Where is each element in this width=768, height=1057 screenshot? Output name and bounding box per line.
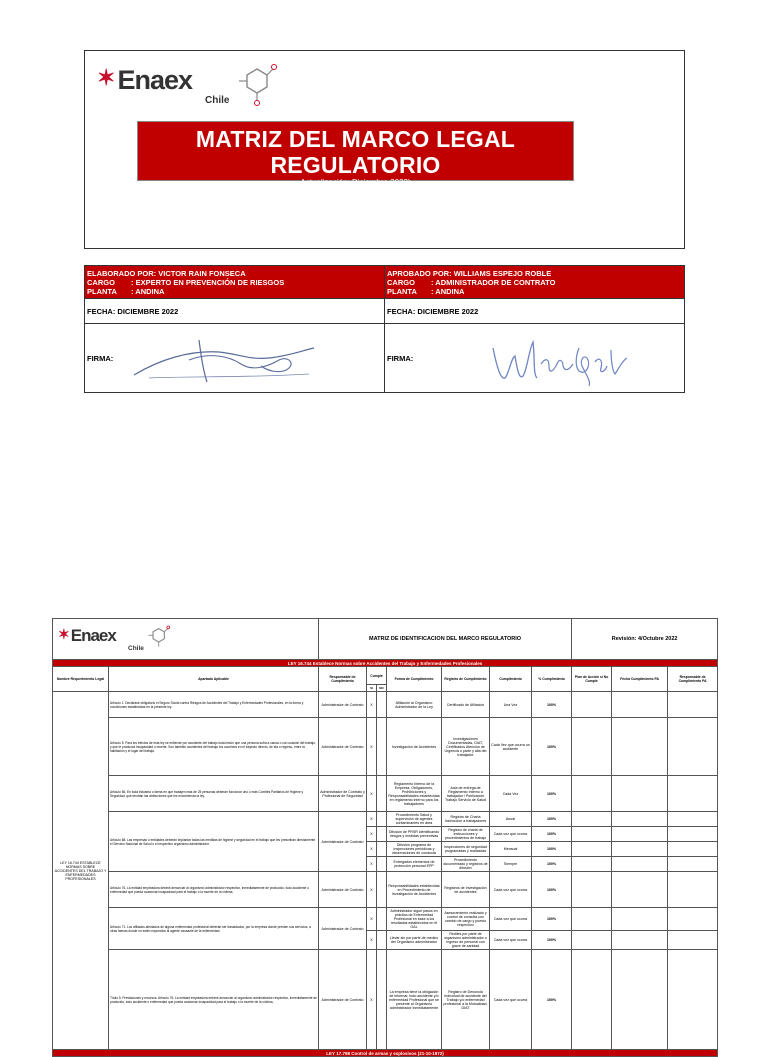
row-registro: Registro de charla de instrucciones y procedimientos de trabajo [442, 827, 490, 842]
row-cumplimiento: Una Vez [490, 692, 532, 718]
col-cumple-si: SI [367, 685, 377, 692]
row-cumplimiento: Mensual [490, 842, 532, 857]
row-cumplimiento: Cada vez que ocurra [490, 827, 532, 842]
row-cumplimiento: Cada Vez que ocurra un accidente [490, 718, 532, 776]
row-pct: 100% [532, 950, 572, 1050]
table-row: Artículo 68. Las empresas o entidades deberán implantar todas las medidas de higiene y seguridad en el trabajo que les prescriban directamente el Servicio Nacional de Salud o el respectivo organismo administrador. [109, 812, 319, 872]
prepared-firma-label: FIRMA: [87, 353, 114, 363]
page-title: MATRIZ DEL MARCO LEGAL REGULATORIO [195, 126, 516, 178]
matrix-revision: Revisión: 4/Octubre 2022 [572, 619, 718, 660]
approved-firma-label: FIRMA: [387, 353, 414, 363]
col-pct: % Cumplimiento [532, 667, 572, 692]
row-si: X [367, 931, 377, 950]
row-si: X [367, 872, 377, 908]
col-apartado: Apartado Aplicable [109, 667, 319, 692]
row-forma: La empresa tiene la obligación de informar, todo accidente y/o enfermedad Profesional que se presente al Organismo administrador inmediatamente [387, 950, 442, 1050]
row-registro: Rediles por parte de organismo administrador o Ingreso de personal con grave de sanidad [442, 931, 490, 950]
row-registro: Registros de Investigación de accidentes [442, 872, 490, 908]
approved-cargo: : ADMINISTRADOR DE CONTRATO [431, 278, 556, 287]
row-resp: Administrador de Contrato [319, 872, 367, 908]
law-name-cell: LEY 16.744 ESTABLECE NORMAS SOBRE ACCIDENTES DEL TRABAJO Y ENFERMEDADES PROFESIONALES [53, 692, 109, 1050]
law-16744-bar: LEY 16.744 Establece Normas sobre Accidentes del Trabajo y Enfermedades Profesionales [53, 660, 718, 667]
row-pct: 100% [532, 812, 572, 827]
row-registro: Inspecciones de seguridad programadas y realizadas [442, 842, 490, 857]
row-si: X [367, 718, 377, 776]
approved-cargo-label: CARGO [387, 278, 415, 287]
revision-line: Revisión: 3 [335, 188, 376, 197]
row-si: X [367, 827, 377, 842]
approved-by-name: WILLIAMS ESPEJO ROBLE [453, 269, 552, 278]
row-si: X [367, 842, 377, 857]
title-banner [137, 121, 574, 207]
prepared-signature-image [129, 330, 319, 390]
row-si: X [367, 908, 377, 931]
row-si: X [367, 857, 377, 872]
matrix-molecule-icon [144, 624, 170, 650]
prepared-planta: : ANDINA [131, 287, 165, 296]
row-pct: 100% [532, 827, 572, 842]
approved-planta: : ANDINA [431, 287, 465, 296]
row-pct: 100% [532, 718, 572, 776]
matrix-logo-cell [53, 619, 319, 660]
approved-by-label: APROBADO POR: [387, 269, 452, 278]
row-forma: Llevar sin por parte de medico del Organismo administrador [387, 931, 442, 950]
row-registro: Certificado de Afiliación [442, 692, 490, 718]
approval-table [84, 265, 685, 393]
col-responsable-pa: Responsable de Cumplimiento PA [668, 667, 718, 692]
approved-cell [385, 266, 685, 299]
row-si: X [367, 692, 377, 718]
row-forma: Afiliación al Organismo Administrador de la Ley [387, 692, 442, 718]
next-update-line: Proxima Actualizacion Diciembre 2023 [287, 198, 424, 207]
col-responsable: Responsable de Cumplimiento [319, 667, 367, 692]
row-registro: Registro de Charla Instruccion a trabajadores [442, 812, 490, 827]
molecule-icon [231, 61, 277, 107]
row-si: X [367, 950, 377, 1050]
prepared-signature-cell [85, 324, 385, 393]
row-cumplimiento: Cada vez que ocurra [490, 931, 532, 950]
table-row: Artículo 76. La entidad empleadora deberá denunciar al organismo administrador respectivo, inmediatamente de producido, todo accidente o enfermedad que pueda ocasionar incapacidad para el trabajo o la muerte de la víctima. [109, 872, 319, 908]
col-plan-accion: Plan de Acción si No Cumple [572, 667, 612, 692]
table-row: Artículo 5. Para los efectos de esta ley se entiende por accidente del trabajo toda lesión que una persona sufra a causa o con ocasión del trabajo, y que le produzca incapacidad o muerte. Son también accidentes del trabajo los ocurridos en el trayecto directo, de ida o regreso, entre la habitación y el lugar del trabajo. [109, 718, 319, 776]
col-nombre: Nombre Requerimiento Legal [53, 667, 109, 692]
approved-signature-image [483, 328, 633, 390]
update-line: Actualización: Diciembre 2022) [300, 178, 411, 187]
matrix-logo-brand: Enaex [70, 626, 116, 645]
row-resp: Administrador de Contrato [319, 812, 367, 872]
row-forma: Administrador sigue pasos en práctica de Enfermedad Profesional en base a los resultados establecidos en el OAL [387, 908, 442, 931]
row-si: X [367, 812, 377, 827]
prepared-cell [85, 266, 385, 299]
enaex-logo [97, 65, 230, 106]
row-cumplimiento: Cada vez que ocurra [490, 950, 532, 1050]
prepared-date: FECHA: DICIEMBRE 2022 [85, 299, 385, 324]
row-pct: 100% [532, 872, 572, 908]
approved-planta-label: PLANTA [387, 287, 417, 296]
logo-brand: Enaex [117, 65, 192, 95]
row-forma: Difusión de PRSR identificando riesgos y medidas preventivas [387, 827, 442, 842]
row-forma: Investigación de Accidentes [387, 718, 442, 776]
row-cumplimiento: Siempre [490, 857, 532, 872]
regulatory-matrix-table [52, 618, 718, 1057]
matrix-enaex-star-icon: ✶ [58, 626, 70, 642]
table-row: Artículo 66. En toda industria o faena en que trabajen más de 25 personas deberán funcionar uno o más Comités Paritarios de Higiene y Seguridad, que tendrán las atribuciones que les encomienda la ley. [109, 776, 319, 812]
law-17798-bar: LEY 17.798 Control de armas y explosivos (21-10-1972) [53, 1050, 718, 1057]
table-row: Artículo 1. Declárase obligatorio el Seguro Social contra Riesgos de Accidentes del Trabajo y Enfermedades Profesionales, en la forma y condiciones establecidas en la presente ley. [109, 692, 319, 718]
row-pct: 100% [532, 857, 572, 872]
approved-signature-cell [385, 324, 685, 393]
col-cumple-no: NO [377, 685, 387, 692]
row-resp: Administrador de Contrato [319, 692, 367, 718]
row-cumplimiento: Cada Vez [490, 776, 532, 812]
prepared-by-name: VICTOR RAIN FONSECA [158, 269, 246, 278]
approved-date: FECHA: DICIEMBRE 2022 [385, 299, 685, 324]
table-row: Título 5. Prestaciones y recursos. Artículo 76. La entidad empleadora deberá denunciar al organismo administrador respectivo, inmediatamente de producido, todo accidente o enfermedad que pueda ocasionar incapacidad para el trabajo o la muerte de la víctima. [109, 950, 319, 1050]
row-forma: Entregados elementos de protección personal EPP [387, 857, 442, 872]
row-forma: Difusión programa de inspecciones periódicas y observaciones de conducta [387, 842, 442, 857]
row-forma: Procedimiento Salud y supervisión de agentes contaminantes en área [387, 812, 442, 827]
row-pct: 100% [532, 692, 572, 718]
row-pct: 100% [532, 776, 572, 812]
row-registro: Asesoramiento realizado y control de consulta con cambio de cargo y puesto respectivo [442, 908, 490, 931]
prepared-planta-label: PLANTA [87, 287, 117, 296]
row-registro: Investigaciones Documentadas, DIAT, Certificados Atención de Urgencia o parte y alta del trabajador [442, 718, 490, 776]
row-si: X [367, 776, 377, 812]
row-pct: 100% [532, 931, 572, 950]
row-cumplimiento: Anual [490, 812, 532, 827]
col-fecha-pa: Fecha Cumplimiento PA [612, 667, 668, 692]
col-cumple: Cumple [367, 667, 387, 685]
row-cumplimiento: Cada vez que ocurra [490, 908, 532, 931]
col-cumplimiento: Cumplimiento [490, 667, 532, 692]
row-resp: Administrador de Contrato [319, 908, 367, 950]
matrix-logo-sub: Chile [128, 645, 144, 652]
logo-sub: Chile [205, 95, 230, 106]
row-forma: Responsabilidades establecidas en Procedimiento de Investigación de Accidentes [387, 872, 442, 908]
row-resp: Administrador de Contrato [319, 950, 367, 1050]
row-registro: Acta de entrega de Reglamento Interno a trabajador / Publicación Trabajo Servicio de Salud [442, 776, 490, 812]
row-forma: Reglamento Interno de la Empresa, Obligaciones, Prohibiciones y Responsabilidades establecidas en reglamento interno para los trabajadores [387, 776, 442, 812]
col-forma: Forma de Cumplimiento [387, 667, 442, 692]
table-row: Artículo 71. Los afiliados afectados de alguna enfermedad profesional deberán ser trasladados, por la empresa donde presten sus servicios, a otras faenas donde no estén expuestos al agente causante de la enfermedad. [109, 908, 319, 950]
col-registro: Registro de Cumplimiento [442, 667, 490, 692]
cover-frame [84, 50, 685, 249]
matrix-title: MATRIZ DE IDENTIFICACION DEL MARCO REGULATORIO [319, 619, 572, 660]
row-pct: 100% [532, 842, 572, 857]
matrix-enaex-logo [58, 626, 144, 652]
row-resp: Administrador de Contrato [319, 718, 367, 776]
row-pct: 100% [532, 908, 572, 931]
row-registro: Procedimiento documentado y registros de difusión [443, 858, 488, 870]
row-resp: Administrador de Contrato y Profesional de Seguridad [319, 776, 367, 812]
row-cumplimiento: Cada vez que ocurra [490, 872, 532, 908]
prepared-by-label: ELABORADO POR: [87, 269, 157, 278]
enaex-star-icon: ✶ [97, 65, 116, 90]
prepared-cargo-label: CARGO [87, 278, 115, 287]
prepared-cargo: : EXPERTO EN PREVENCIÓN DE RIESGOS [131, 278, 285, 287]
row-registro: Registro de Denuncia Individual de accidente del Trabajo y/o enfermedad profesional a la Mutualidad, DIAT [442, 950, 490, 1050]
